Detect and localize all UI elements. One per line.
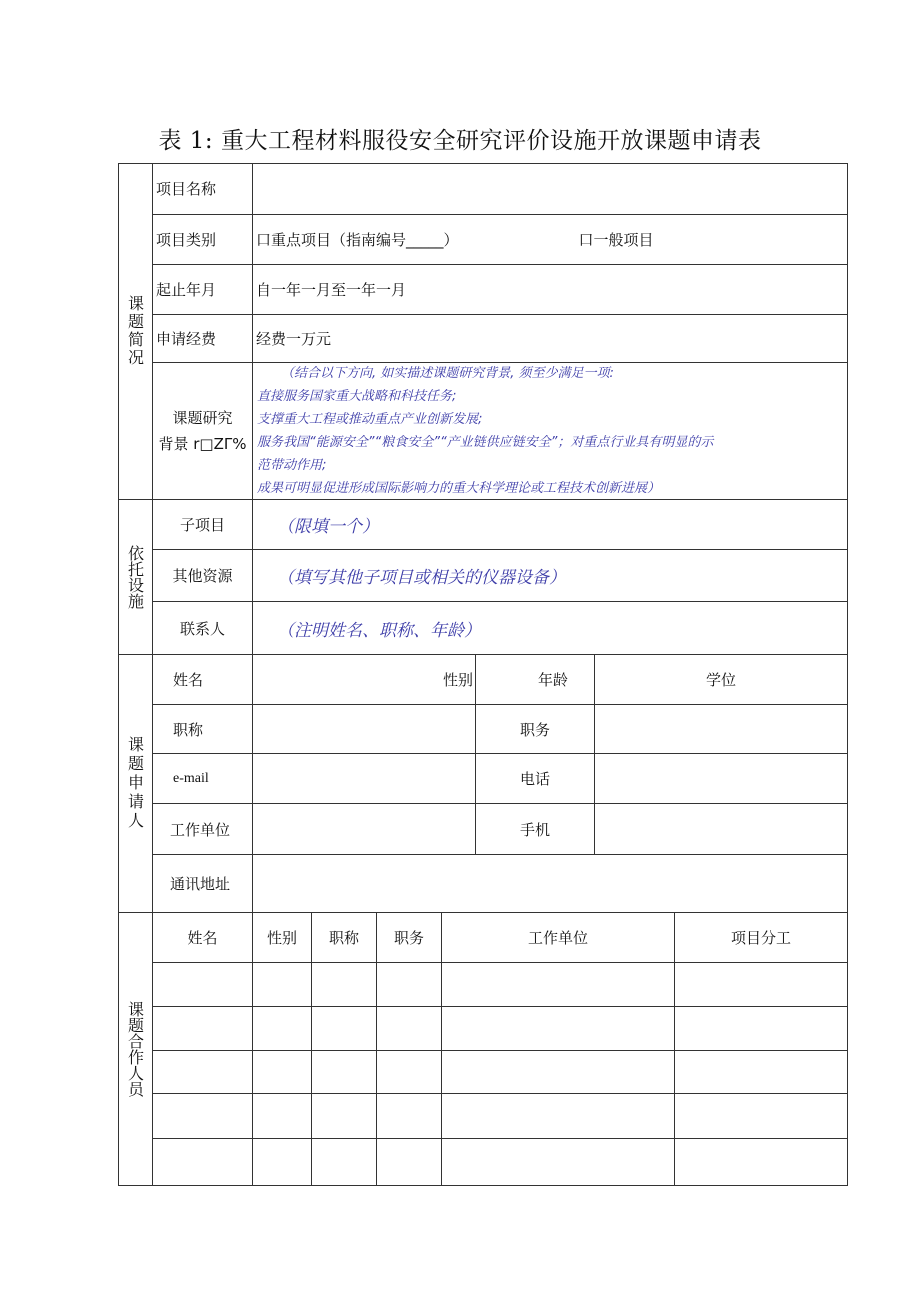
collab-cell[interactable] (442, 1007, 675, 1051)
period-value: 自一年一月至一年一月 (256, 281, 407, 299)
applicant-email-label (153, 754, 253, 804)
applicant-name-label (153, 655, 253, 705)
section-label-topic (118, 163, 153, 500)
section-label-applicant-text: 课题申请人 (125, 736, 145, 831)
background-label-line1: 课题研究 (172, 409, 233, 427)
general-project-option[interactable]: 口一般项目 (578, 231, 654, 249)
collab-cell[interactable] (675, 1094, 848, 1139)
contact-label (153, 602, 253, 655)
collab-cell[interactable] (153, 1139, 253, 1186)
project-name-label (153, 163, 253, 215)
project-name-label-text: 项目名称 (156, 180, 217, 198)
applicant-email-field[interactable] (253, 754, 476, 804)
applicant-work-unit-label-text: 工作单位 (170, 820, 231, 839)
sub-project-hint: （限填一个） (277, 517, 379, 537)
collab-cell[interactable] (377, 1051, 442, 1094)
collab-cell[interactable] (442, 1139, 675, 1186)
collab-cell[interactable] (253, 1139, 312, 1186)
applicant-name-label-text: 姓名 (173, 671, 204, 689)
period-label-text: 起止年月 (156, 281, 217, 299)
other-resources-label-text: 其他资源 (172, 567, 233, 585)
funding-field[interactable] (253, 315, 848, 363)
collab-header-position-text: 职务 (393, 929, 424, 947)
collab-cell[interactable] (442, 1094, 675, 1139)
background-hint-line: 成果可明显促进形成国际影响力的重大科学理论或工程技术创新进展） (257, 481, 661, 496)
applicant-degree-label (595, 655, 848, 705)
collab-cell[interactable] (153, 1094, 253, 1139)
applicant-work-unit-label (153, 804, 253, 855)
collab-header-role (675, 913, 848, 963)
collab-cell[interactable] (675, 1051, 848, 1094)
collab-cell[interactable] (312, 1139, 377, 1186)
background-hint-line: （结合以下方向, 如实描述课题研究背景, 须至少满足一项: (281, 366, 614, 381)
collab-cell[interactable] (675, 963, 848, 1007)
applicant-phone-label (476, 754, 595, 804)
key-project-option[interactable]: 口重点项目（指南编号_____） (256, 231, 459, 249)
applicant-position-field[interactable] (595, 705, 848, 754)
collab-cell[interactable] (442, 963, 675, 1007)
applicant-degree-label-text: 学位 (705, 671, 736, 689)
form-title: 表 1: 重大工程材料服役安全研究评价设施开放课题申请表 (158, 128, 762, 154)
collab-cell[interactable] (312, 1051, 377, 1094)
applicant-gender-field[interactable] (476, 655, 595, 705)
project-category-label (153, 215, 253, 265)
collab-cell[interactable] (442, 1051, 675, 1094)
sub-project-field[interactable] (253, 500, 848, 550)
collab-cell[interactable] (153, 963, 253, 1007)
period-field[interactable] (253, 265, 848, 315)
collab-header-work-unit-text: 工作单位 (527, 929, 588, 947)
applicant-address-label (153, 855, 253, 913)
collab-cell[interactable] (312, 963, 377, 1007)
applicant-address-label-text: 通讯地址 (170, 875, 231, 893)
collab-header-title-text: 职称 (328, 929, 359, 947)
background-hint-line: 直接服务国家重大战略和科技任务; (257, 389, 457, 404)
collab-header-name-text: 姓名 (187, 929, 218, 947)
funding-label (153, 315, 253, 363)
period-label (153, 265, 253, 315)
section-label-facility (118, 500, 153, 655)
contact-hint: （注明姓名、职称、年龄） (277, 620, 481, 641)
project-category-field[interactable] (253, 215, 848, 265)
other-resources-field[interactable] (253, 550, 848, 602)
background-field[interactable] (253, 363, 848, 500)
applicant-work-unit-field[interactable] (253, 804, 476, 855)
background-label-line2: 背景 r□ZΓ% (158, 435, 247, 453)
collab-cell[interactable] (312, 1094, 377, 1139)
background-hint-line: 服务我国“能源安全”“粮食安全”“产业链供应链安全”；对重点行业具有明显的示 (257, 435, 714, 450)
collab-cell[interactable] (377, 1007, 442, 1051)
applicant-age-label: 年龄 (537, 671, 568, 689)
collab-cell[interactable] (675, 1007, 848, 1051)
collab-cell[interactable] (377, 1094, 442, 1139)
collab-cell[interactable] (312, 1007, 377, 1051)
background-hint-line: 范带动作用; (257, 458, 327, 473)
collab-cell[interactable] (377, 963, 442, 1007)
sub-project-label-text: 子项目 (179, 516, 225, 534)
section-label-topic-text: 课题简况 (125, 295, 145, 367)
applicant-title-label-text: 职称 (173, 721, 204, 739)
contact-label-text: 联系人 (179, 619, 225, 638)
section-label-collaborators (118, 913, 153, 1186)
funding-value: 经费一万元 (256, 330, 332, 348)
applicant-position-label (476, 705, 595, 754)
other-resources-hint: （填写其他子项目或相关的仪器设备） (277, 568, 566, 588)
collab-cell[interactable] (253, 1094, 312, 1139)
applicant-phone-label-text: 电话 (519, 770, 550, 788)
applicant-mobile-field[interactable] (595, 804, 848, 855)
collab-header-gender-text: 性别 (266, 929, 297, 947)
contact-field[interactable] (253, 602, 848, 655)
project-category-label-text: 项目类别 (156, 231, 217, 249)
funding-label-text: 申请经费 (156, 330, 217, 348)
collab-cell[interactable] (253, 963, 312, 1007)
collab-header-gender (253, 913, 312, 963)
section-label-facility-text: 依托设施 (125, 545, 145, 609)
background-hint-line: 支撑重大工程或推动重点产业创新发展; (257, 412, 483, 427)
collab-cell[interactable] (253, 1051, 312, 1094)
section-label-applicant (118, 655, 153, 913)
sub-project-label (153, 500, 253, 550)
applicant-title-field[interactable] (253, 705, 476, 754)
applicant-address-field[interactable] (253, 855, 848, 913)
other-resources-label (153, 550, 253, 602)
applicant-position-label-text: 职务 (519, 720, 550, 739)
collab-cell[interactable] (675, 1139, 848, 1186)
section-label-collaborators-text: 课题合作人员 (125, 1001, 145, 1097)
applicant-phone-field[interactable] (595, 754, 848, 804)
applicant-name-field[interactable] (253, 655, 476, 705)
collab-cell[interactable] (153, 1007, 253, 1051)
applicant-mobile-label-text: 手机 (519, 820, 550, 839)
applicant-email-label-text: e-mail (173, 770, 209, 786)
background-label (153, 363, 253, 500)
collab-header-work-unit (442, 913, 675, 963)
collab-cell[interactable] (153, 1051, 253, 1094)
project-name-field[interactable] (253, 163, 848, 215)
applicant-gender-label: 性别 (442, 671, 473, 689)
collab-header-name (153, 913, 253, 963)
applicant-mobile-label (476, 804, 595, 855)
applicant-title-label (153, 705, 253, 754)
collab-header-title (312, 913, 377, 963)
collab-header-role-text: 项目分工 (730, 929, 791, 947)
collab-cell[interactable] (377, 1139, 442, 1186)
collab-cell[interactable] (253, 1007, 312, 1051)
collab-header-position (377, 913, 442, 963)
